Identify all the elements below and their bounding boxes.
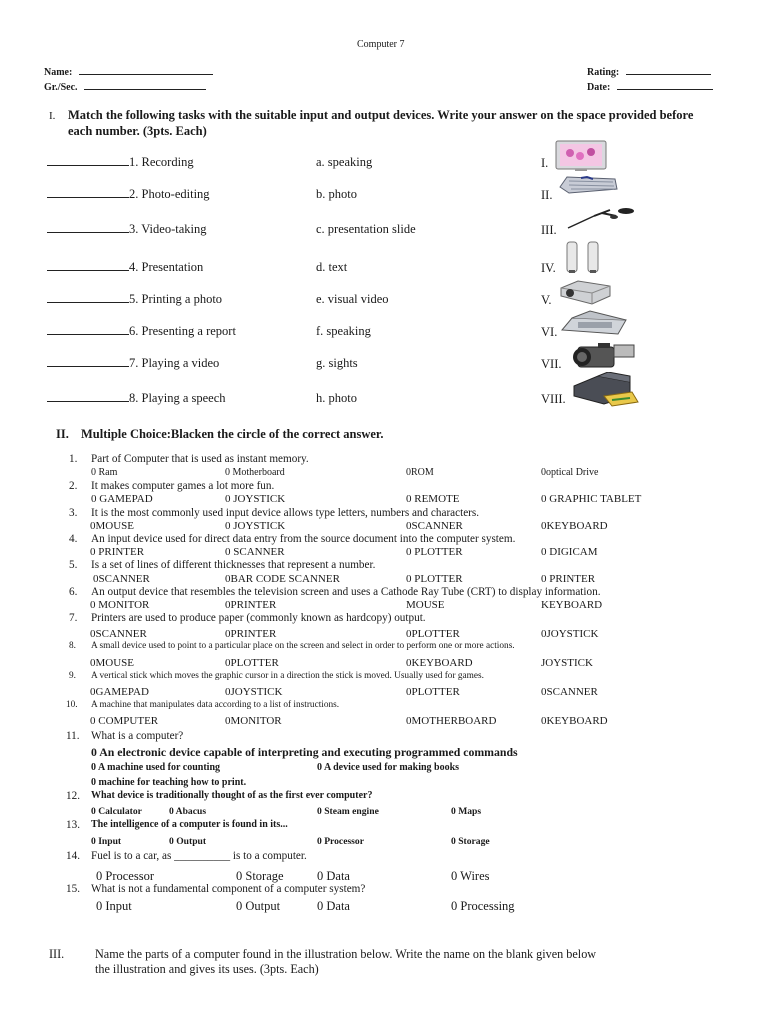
answer-option[interactable]: 0SCANNER [93,573,150,585]
answer-blank[interactable] [47,325,129,335]
question-number: 9. [69,671,76,681]
roman-numeral-label: III. [541,223,557,237]
question-text: What is not a fundamental component of a computer system? [91,883,366,895]
answer-option[interactable]: 0 SCANNER [225,546,285,558]
question-text: Printers are used to produce paper (commonly known as hardcopy) output. [91,612,426,624]
answer-option[interactable]: 0KEYBOARD [406,657,473,669]
answer-option[interactable]: 0 GRAPHIC TABLET [541,493,642,505]
answer-option[interactable]: MOUSE [406,599,445,611]
task-label: 3. Video-taking [129,222,207,236]
section-3-numeral: III. [49,947,65,961]
projector-picture [558,278,612,306]
task-label: 2. Photo-editing [129,187,210,201]
question-number: 2. [69,480,78,492]
question-number: 4. [69,533,78,545]
task-item [47,356,219,371]
answer-option[interactable]: 0 PLOTTER [406,573,463,585]
task-item [47,155,194,170]
letter-choice: g. sights [316,356,358,370]
video-camera-picture [568,341,642,371]
answer-option[interactable]: 0SCANNER [406,520,463,532]
task-item [47,260,203,275]
question-text: An output device that resembles the television screen and uses a Cathode Ray Tube (CRT) to display information. [91,586,601,598]
task-item [47,324,236,339]
roman-numeral-label: II. [541,188,553,202]
question-text: A vertical stick which moves the graphic cursor in a direction the stick is moved. Usually used for games. [91,671,484,681]
answer-option[interactable]: 0 JOYSTICK [225,493,286,505]
answer-option[interactable]: 0 An electronic device capable of interpreting and executing programmed commands [91,745,518,759]
letter-choice: h. photo [316,391,357,405]
answer-option[interactable]: 0MOUSE [90,520,135,532]
scanner-picture [560,310,630,336]
roman-numeral-label: IV. [541,261,556,275]
answer-option[interactable]: 0PRINTER [225,628,277,640]
microphone-picture [566,206,636,230]
answer-option[interactable]: 0 Output [169,836,207,847]
question-text: It is the most commonly used input device allows type letters, numbers and characters. [91,507,480,519]
answer-option[interactable]: 0 PRINTER [541,573,596,585]
answer-option[interactable]: 0PRINTER [225,599,277,611]
answer-option[interactable]: 0MOUSE [90,657,135,669]
answer-option[interactable]: 0 COMPUTER [90,715,159,727]
letter-choice: b. photo [316,187,357,201]
roman-numeral-label: VII. [541,357,562,371]
rating-field[interactable] [587,65,711,78]
answer-option[interactable]: 0KEYBOARD [541,520,608,532]
answer-option[interactable]: 0 Storage [451,836,490,847]
section-2-heading [56,426,383,442]
answer-option[interactable]: 0GAMEPAD [90,686,149,698]
answer-option[interactable]: 0PLOTTER [406,686,460,698]
answer-option[interactable]: 0MOTHERBOARD [406,715,497,727]
answer-option[interactable]: 0 Data [317,869,350,883]
answer-option[interactable]: 0 GAMEPAD [91,493,153,505]
answer-option[interactable]: 0 machine for teaching how to print. [91,777,247,788]
date-blank[interactable] [617,80,713,90]
question-number: 14. [66,850,80,862]
answer-option[interactable]: 0SCANNER [90,628,147,640]
answer-option[interactable]: 0 DIGICAM [541,546,598,558]
answer-option[interactable]: JOYSTICK [541,657,593,669]
answer-option[interactable]: 0 Data [317,899,350,913]
answer-option[interactable]: 0 Maps [451,806,482,817]
letter-choice: d. text [316,260,348,274]
question-number: 8. [69,641,76,651]
answer-option[interactable]: 0KEYBOARD [541,715,608,727]
answer-option[interactable]: 0BAR CODE SCANNER [225,573,340,585]
rating-blank[interactable] [626,65,711,75]
answer-option[interactable]: 0 Motherboard [225,467,285,478]
task-item [47,391,226,406]
answer-option[interactable]: 0 Storage [236,869,284,883]
letter-choice: e. visual video [316,292,389,306]
answer-option[interactable]: 0 A device used for making books [317,762,460,773]
section-1-instruction: Match the following tasks with the suitable input and output devices. Write your answer on the space provided before each number. (3pts. Each) [68,108,694,138]
answer-option[interactable]: 0 PLOTTER [406,546,463,558]
question-text: Part of Computer that is used as instant memory. [91,453,309,465]
letter-choice: c. presentation slide [316,222,416,236]
answer-option[interactable]: 0 Calculator [91,806,142,817]
answer-option[interactable]: 0 Steam engine [317,806,379,817]
roman-numeral-label: VIII. [541,392,566,406]
answer-option[interactable]: 0MONITOR [225,715,282,727]
task-label: 4. Presentation [129,260,204,274]
answer-option[interactable]: 0 Processing [451,899,515,913]
answer-option[interactable]: 0ROM [406,467,434,478]
date-label: Date: [587,82,611,93]
letter-choice: a. speaking [316,155,373,169]
answer-blank[interactable] [47,188,129,198]
task-label: 7. Playing a video [129,356,220,370]
answer-option[interactable]: 0JOYSTICK [541,628,599,640]
question-text: What device is traditionally thought of as the first ever computer? [91,790,373,801]
roman-numeral-label: I. [541,156,549,170]
grsec-label: Gr./Sec. [44,82,78,93]
printer-picture [568,372,640,408]
question-text: It makes computer games a lot more fun. [91,480,275,492]
question-number: 7. [69,612,78,624]
question-number: 1. [69,453,78,465]
answer-option[interactable]: 0SCANNER [541,686,598,698]
section-2-title: Multiple Choice:Blacken the circle of the correct answer. [80,427,384,441]
task-item [47,292,222,307]
answer-blank[interactable] [47,223,129,233]
worksheet-title: Computer 7 [357,39,405,50]
question-number: 15. [66,883,80,895]
answer-option[interactable]: KEYBOARD [541,599,603,611]
name-label: Name: [44,67,73,78]
answer-option[interactable]: 0 Processor [317,836,364,847]
answer-option[interactable]: 0 JOYSTICK [225,520,286,532]
answer-option[interactable]: 0 Input [96,899,132,913]
answer-option[interactable]: 0 MONITOR [90,599,150,611]
answer-option[interactable]: 0JOYSTICK [225,686,283,698]
keyboard-picture [557,173,619,195]
answer-blank[interactable] [47,261,129,271]
answer-option[interactable]: 0 Processor [96,869,154,883]
question-number: 5. [69,559,78,571]
answer-option[interactable]: 0optical Drive [541,467,599,478]
date-field[interactable] [587,80,713,93]
question-text: What is a computer? [91,730,184,742]
answer-option[interactable]: 0PLOTTER [406,628,460,640]
question-number: 6. [69,586,78,598]
section-1-numeral: I. [49,110,56,122]
answer-option[interactable]: 0 A machine used for counting [91,762,220,773]
task-label: 6. Presenting a report [129,324,236,338]
letter-choice: f. speaking [316,324,371,338]
question-number: 10. [66,700,78,710]
question-text: An input device used for direct data entry from the source document into the computer system. [91,533,516,545]
question-number: 11. [66,730,80,742]
question-number: 3. [69,507,78,519]
name-field[interactable] [44,65,213,78]
task-label: 8. Playing a speech [129,391,226,405]
task-item [47,222,206,237]
answer-blank[interactable] [47,293,129,303]
answer-option[interactable]: 0 Abacus [169,806,207,817]
question-number: 13. [66,819,80,831]
grsec-blank[interactable] [84,80,206,90]
task-item [47,187,210,202]
rating-label: Rating: [587,67,620,78]
question-text: The intelligence of a computer is found in its... [91,819,288,830]
task-label: 1. Recording [129,155,194,169]
question-number: 12. [66,790,80,802]
speakers-picture [563,240,603,276]
section-3-instruction-line1: Name the parts of a computer found in the illustration below. Write the name on the blank given below [95,947,597,961]
name-blank[interactable] [79,65,213,75]
question-text: Is a set of lines of different thicknesses that represent a number. [91,559,376,571]
answer-option[interactable]: 0 PRINTER [90,546,145,558]
roman-numeral-label: V. [541,293,552,307]
answer-option[interactable]: 0 Output [236,899,281,913]
section-3-instruction-line2: the illustration and gives its uses. (3pts. Each) [95,962,319,976]
answer-blank[interactable] [47,156,129,166]
question-text: Fuel is to a car, as __________ is to a computer. [91,850,307,862]
answer-blank[interactable] [47,357,129,367]
monitor-picture [555,140,607,172]
grsec-field[interactable] [44,80,206,93]
answer-option[interactable]: 0 REMOTE [406,493,460,505]
answer-blank[interactable] [47,392,129,402]
answer-option[interactable]: 0PLOTTER [225,657,279,669]
question-text: A machine that manipulates data according to a list of instructions. [91,700,340,710]
section-2-numeral: II. [56,427,69,441]
answer-option[interactable]: 0 Ram [91,467,118,478]
question-text: A small device used to point to a particular place on the screen and select in order to perform one or more actions. [91,641,515,651]
answer-option[interactable]: 0 Input [91,836,122,847]
answer-option[interactable]: 0 Wires [451,869,490,883]
roman-numeral-label: VI. [541,325,558,339]
task-label: 5. Printing a photo [129,292,223,306]
